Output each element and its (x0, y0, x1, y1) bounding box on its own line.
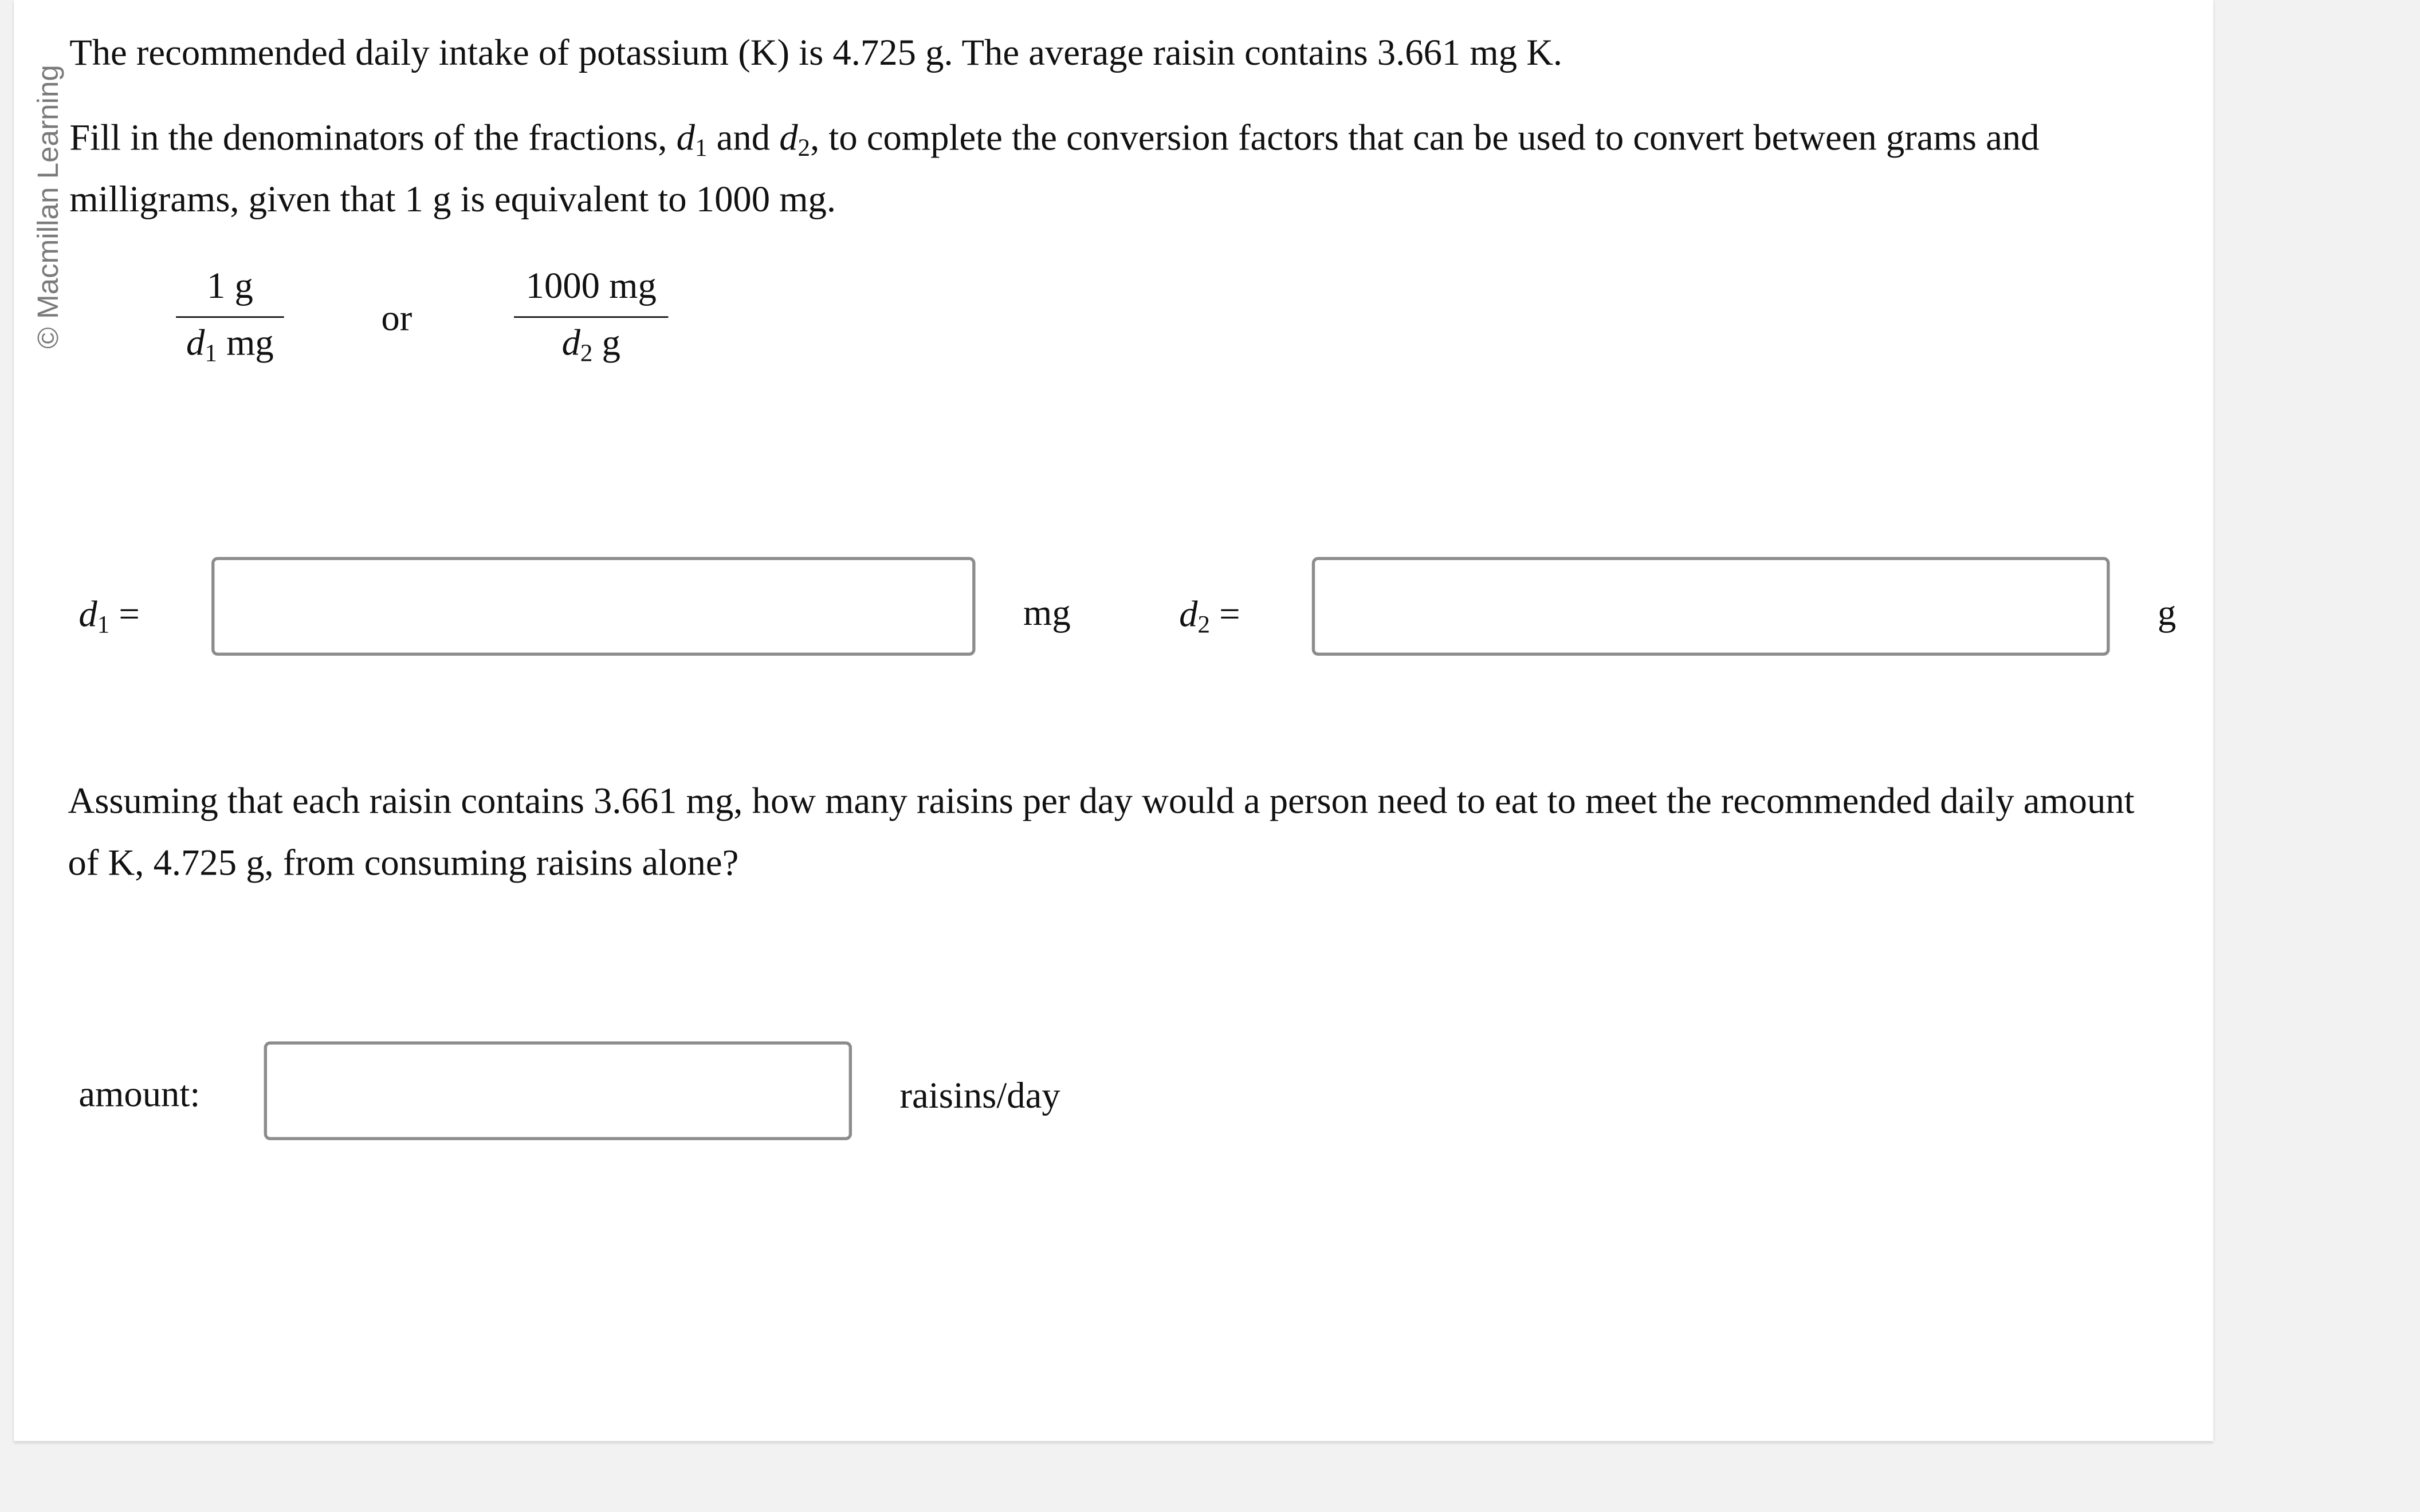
d2-unit: g (2158, 594, 2177, 635)
conversion-fraction-2 (514, 264, 668, 367)
fraction-1-den-var: d (186, 324, 205, 364)
d1-input[interactable] (211, 557, 975, 655)
d2-label-var: d (1179, 595, 1198, 636)
part1-var-d1: d (676, 119, 695, 159)
part1-sub-2: 2 (798, 136, 811, 162)
part1-var-d2: d (779, 119, 798, 159)
d1-unit: mg (1023, 594, 1071, 635)
fraction-2-numerator: 1000 mg (525, 267, 657, 308)
fraction-2-den-unit: g (592, 324, 620, 364)
d1-label (78, 591, 140, 640)
d2-label-equals: = (1210, 595, 1240, 636)
fraction-1-den-sub: 1 (205, 341, 217, 368)
amount-label: amount: (78, 1075, 201, 1116)
d2-input[interactable] (1312, 557, 2110, 655)
d1-label-equals: = (109, 595, 140, 636)
amount-input[interactable] (264, 1041, 852, 1140)
d2-label-sub: 2 (1197, 612, 1210, 639)
or-separator: or (381, 299, 412, 340)
question-part1-text (69, 108, 2138, 232)
part1-sub-1: 1 (694, 136, 708, 162)
amount-unit: raisins/day (899, 1077, 1060, 1117)
fraction-1-denominator (180, 318, 280, 367)
d2-label (1179, 591, 1240, 640)
fraction-1-den-unit: mg (217, 324, 274, 364)
conversion-fraction-1 (176, 264, 284, 367)
d1-label-sub: 1 (97, 612, 110, 639)
fraction-2-denominator (556, 318, 627, 367)
fraction-2-den-sub: 2 (580, 341, 593, 368)
question-intro: The recommended daily intake of potassium (K) is 4.725 g. The average raisin contains 3.661 mg K. (69, 34, 1563, 74)
d1-label-var: d (78, 595, 97, 636)
part1-prefix: Fill in the denominators of the fractions, (69, 119, 677, 159)
fraction-1-numerator: 1 g (206, 267, 253, 308)
part1-and: and (707, 119, 780, 159)
copyright-watermark: © Macmillan Learning (33, 65, 66, 349)
question-part2-text: Assuming that each raisin contains 3.661 mg, how many raisins per day would a person need to eat to meet the recommended daily amount of K, 4.725 g, from consuming raisins alone? (68, 782, 2135, 884)
fraction-2-den-var: d (561, 324, 580, 364)
part1-suffix: , to complete the conversion factors that can be used to convert between grams and milligrams, given that 1 g is equivalent to 1000 mg. (69, 119, 2040, 221)
